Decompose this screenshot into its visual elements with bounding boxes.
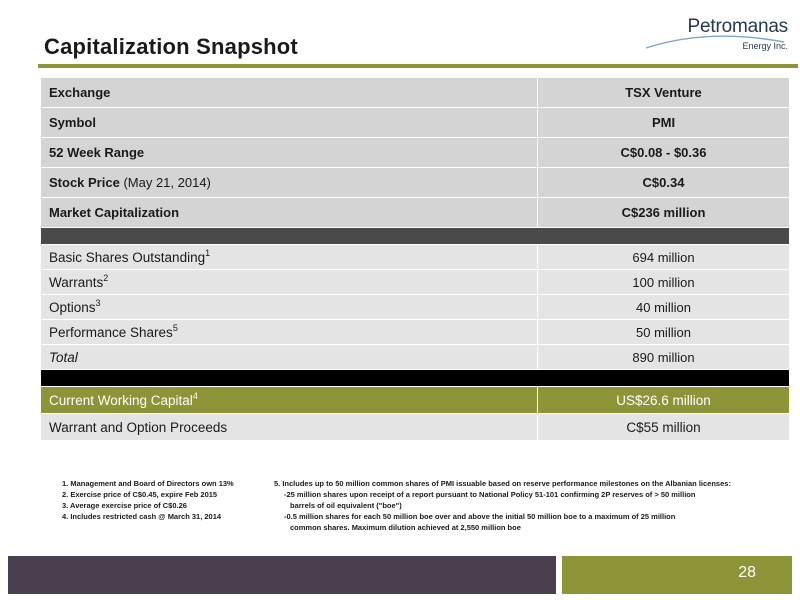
row-value: C$55 million [538,414,790,441]
table-row [41,138,790,168]
table-row [41,414,790,441]
row-label: Current Working Capital [49,392,193,408]
footnote: 5. Includes up to 50 million common shares of PMI issuable based on reserve performance milestones on the Albanian licenses: [274,479,731,488]
page-title: Capitalization Snapshot [44,34,298,59]
footnote-marker: 1 [205,247,211,258]
capitalization-table [40,77,790,441]
table-row [41,245,790,270]
row-label: Market Capitalization [41,198,538,228]
table-row [41,168,790,198]
row-value: C$0.34 [538,168,790,198]
row-value: 100 million [538,270,790,295]
table-row [41,108,790,138]
row-value: US$26.6 million [538,387,790,414]
footnotes-left [62,478,234,522]
row-label-cell [41,295,538,320]
row-value: 694 million [538,245,790,270]
row-label: Basic Shares Outstanding [49,249,206,265]
row-label-cell [41,387,538,414]
row-value: C$0.08 - $0.36 [538,138,790,168]
footnote-marker: 5 [172,322,178,333]
company-logo [638,16,788,64]
footnote-bullet: -0.5 million shares for each 50 million boe over and above the initial 50 million boe to a maximum of 25 million [284,512,676,521]
row-value: PMI [538,108,790,138]
row-label: Exchange [41,78,538,108]
row-label: Performance Shares [49,324,173,340]
row-label: Warrant and Option Proceeds [41,414,538,441]
footnote-bullet-cont: barrels of oil equivalent ("boe") [290,501,402,510]
table-row [41,270,790,295]
table-row-total [41,345,790,370]
row-value: C$236 million [538,198,790,228]
table-row [41,198,790,228]
row-label: Total [41,345,538,370]
title-divider [38,64,798,68]
footnote: 4. Includes restricted cash @ March 31, 2014 [62,512,222,521]
footer-bar-right [562,556,792,594]
footnote: 1. Management and Board of Directors own 13% [62,479,234,488]
footnote-marker: 2 [103,272,109,283]
row-label-date: (May 21, 2014) [123,175,211,190]
row-label: Stock Price [49,175,120,190]
logo-subtitle: Energy Inc. [742,41,788,51]
footnote-bullet: -25 million shares upon receipt of a report pursuant to National Policy 51-101 confirming 2P reserves of > 50 million [284,490,696,499]
row-value: 50 million [538,320,790,345]
table-row [41,78,790,108]
section-divider [41,228,790,245]
row-label: 52 Week Range [41,138,538,168]
row-label-cell [41,245,538,270]
footnote-marker: 4 [192,390,198,401]
row-label: Symbol [41,108,538,138]
footnote: 3. Average exercise price of C$0.26 [62,501,187,510]
row-label-cell [41,320,538,345]
table-row [41,320,790,345]
row-value: 890 million [538,345,790,370]
table-row-highlight [41,387,790,414]
logo-name: Petromanas [687,16,788,37]
row-value: 40 million [538,295,790,320]
footnote-marker: 3 [95,297,101,308]
page-number: 28 [738,564,756,581]
table-row [41,295,790,320]
row-label: Warrants [49,274,104,290]
footnote-bullet-cont: common shares. Maximum dilution achieved at 2,550 million boe [290,523,521,532]
row-label: Options [49,299,96,315]
footnote: 2. Exercise price of C$0.45, expire Feb 2015 [62,490,218,499]
footnotes-right [274,478,794,533]
section-divider [41,370,790,387]
footer-bar-left [8,556,556,594]
row-value: TSX Venture [538,78,790,108]
row-label-cell [41,168,538,198]
row-label-cell [41,270,538,295]
